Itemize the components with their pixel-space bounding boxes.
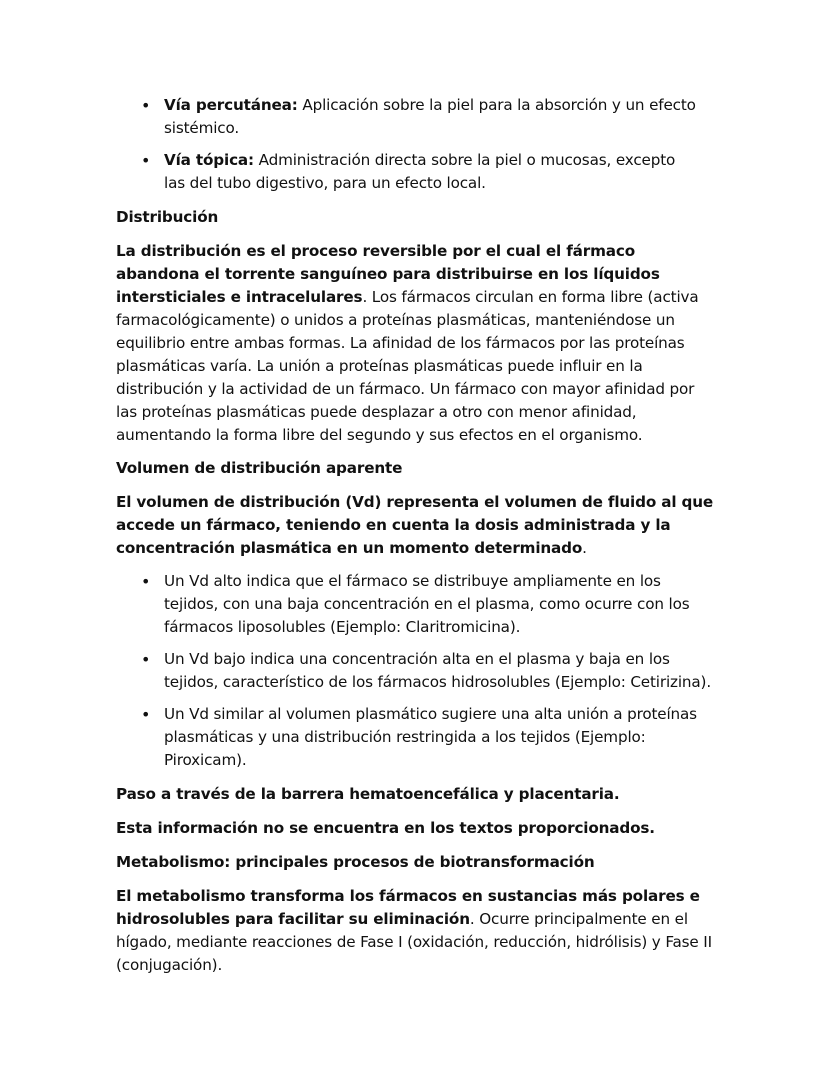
section-heading-metabolismo: Metabolismo: principales procesos de biotransformación — [116, 853, 595, 871]
paragraph-bold-lead: El metabolismo transforma los fármacos en sustancias más polares e hidrosolubles para facilitar su eliminación — [116, 887, 700, 928]
list-item — [116, 94, 716, 140]
list-item-text: Aplicación sobre la piel para la absorción y un efecto sistémico. — [164, 96, 696, 137]
paragraph-text: . Ocurre principalmente en el hígado, mediante reacciones de Fase I (oxidación, reducción, hidrólisis) y Fase II (conjugación). — [116, 910, 712, 974]
list-item-term: Vía tópica: — [164, 151, 254, 169]
list-item-term: Vía percutánea: — [164, 96, 298, 114]
list-item: • Un Vd similar al volumen plasmático sugiere una alta unión a proteínas plasmáticas y una distribución restringida a los tejidos (Ejemplo: Piroxicam). — [116, 703, 716, 772]
list-item-text: Administración directa sobre la piel o mucosas, excepto las del tubo digestivo, para un efecto local. — [164, 151, 676, 192]
paragraph-bold-lead: El volumen de distribución (Vd) representa el volumen de fluido al que accede un fármaco, teniendo en cuenta la dosis administrada y la concentración plasmática en un momento determinado — [116, 493, 714, 557]
list-item: • Un Vd alto indica que el fármaco se distribuye ampliamente en los tejidos, con una baja concentración en el plasma, como ocurre con los fármacos liposolubles (Ejemplo: Claritromicina). — [116, 570, 716, 639]
section-heading-barrera: Paso a través de la barrera hematoencefálica y placentaria. — [116, 785, 620, 803]
paragraph-bold-lead: La distribución es el proceso reversible por el cual el fármaco abandona el torrente sanguíneo para distribuirse en los líquidos intersticiales e intracelulares — [116, 242, 660, 306]
section-heading-volumen: Volumen de distribución aparente — [116, 459, 403, 477]
paragraph-text: . Los fármacos circulan en forma libre (activa farmacológicamente) o unidos a proteínas plasmáticas, manteniéndose un equilibrio entre ambas formas. La afinidad de los fármacos por las proteínas plasmáticas varía. La unión a proteínas plasmáticas puede influir en la distribución y la actividad de un fármaco. Un fármaco con mayor afinidad por las proteínas plasmáticas puede desplazar a otro con menor afinidad, aumentando la forma libre del segundo y sus efectos en el organismo. — [116, 288, 699, 444]
paragraph-volumen — [116, 491, 716, 560]
list-item: • Un Vd bajo indica una concentración alta en el plasma y baja en los tejidos, característico de los fármacos hidrosolubles (Ejemplo: Cetirizina). — [116, 648, 716, 694]
section-heading-distribucion: Distribución — [116, 208, 219, 226]
barrera-note: Esta información no se encuentra en los textos proporcionados. — [116, 819, 655, 837]
list-item — [116, 149, 716, 195]
vd-list — [116, 570, 716, 772]
administration-routes-list — [116, 94, 716, 195]
document-page — [116, 94, 716, 987]
paragraph-distribucion — [116, 240, 716, 447]
paragraph-metabolismo — [116, 885, 716, 977]
paragraph-text: . — [582, 539, 587, 557]
